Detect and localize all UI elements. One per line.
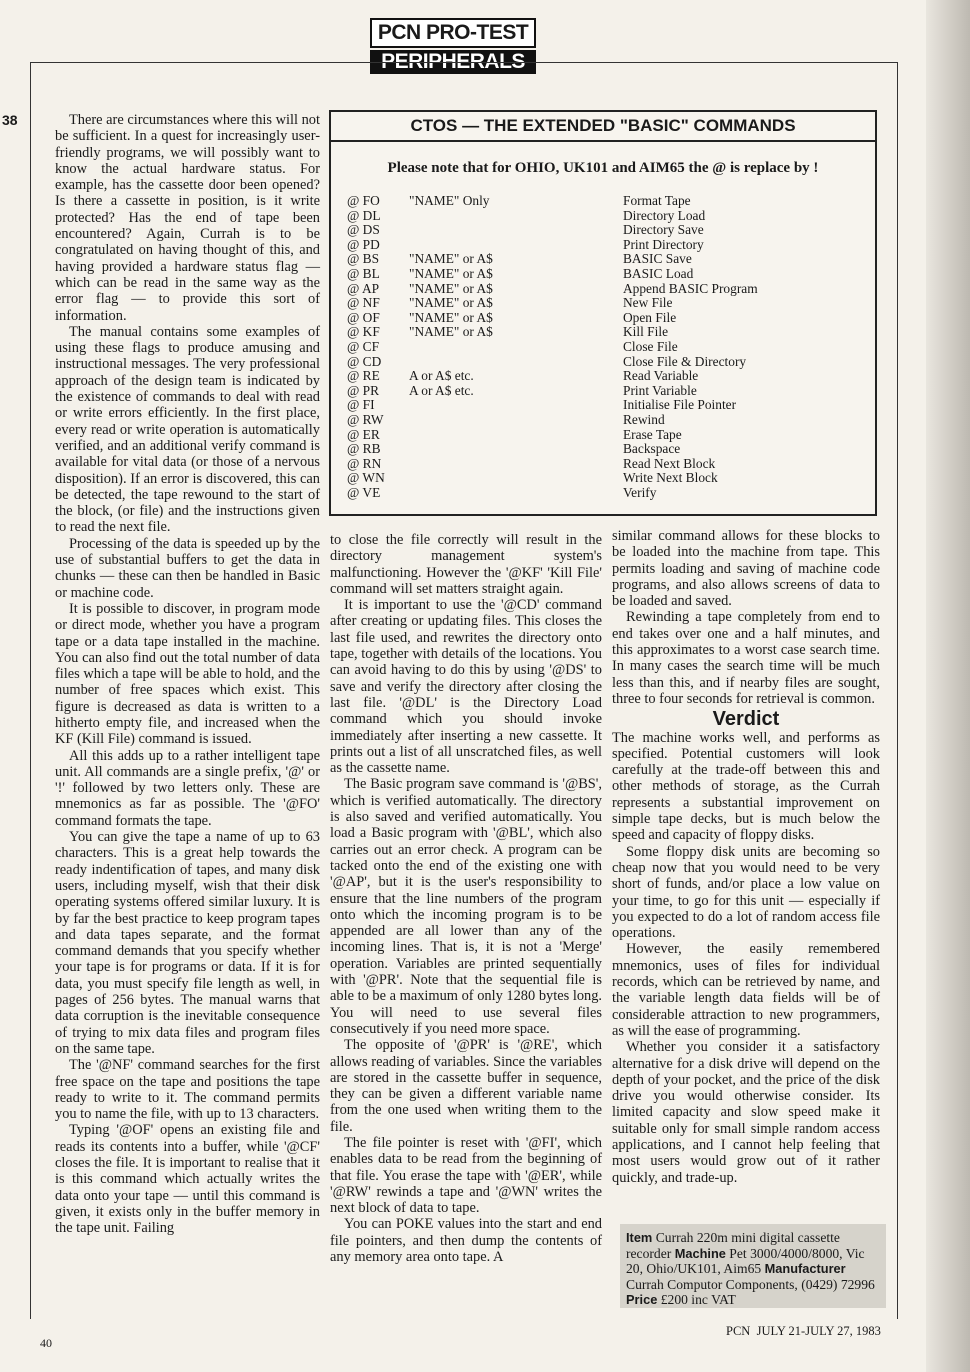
- command-code: @ FI: [347, 397, 375, 413]
- command-code: @ PR: [347, 382, 380, 398]
- page-edge-shadow: [926, 0, 970, 1372]
- command-code: @ FO: [347, 193, 380, 208]
- command-argument: A or A$ etc.: [409, 368, 474, 384]
- command-argument: A or A$ etc.: [409, 382, 474, 398]
- command-description: Close File & Directory: [623, 353, 747, 369]
- command-code: @ CD: [347, 353, 382, 369]
- paragraph: However, the easily remembered mnemonics, uses of files for individual records, which can be retrieved by name, and the variable length data fields will be of considerable attraction to new programmers, as will the ease of programming.: [612, 941, 880, 1039]
- paragraph: The manual contains some examples of using these flags to produce amusing and instructional messages. The very professional approach of the design team is indicated by the existence of commands to deal with read or write errors efficiently. In the first place, every read or write operation is automatically verified, and an additional verify command is available for vital data (or those of a nervous disposition). If an error is discovered, this can be detected, the tape rewound to the start of the block, (or file) and the instructions given to read the next file.: [55, 323, 320, 536]
- command-code: @ ER: [347, 426, 380, 442]
- command-description: BASIC Load: [623, 265, 694, 281]
- paragraph: The opposite of '@PR' is '@RE', which allows reading of variables. Since the variables are stored in the cassette buffer in sequence, they can be given a different variable name from the one used when writing them to the file.: [330, 1037, 602, 1135]
- command-description: Read Next Block: [623, 455, 716, 471]
- command-code: @ VE: [347, 484, 381, 500]
- price-value: £200 inc VAT: [660, 1292, 736, 1307]
- command-description: Verify: [623, 484, 657, 500]
- article-column-1: [55, 112, 320, 1236]
- paragraph: Some floppy disk units are becoming so cheap now that you would need to be very short of funds, and/or place a low value on your time, to go for this unit — especially if you expected to do a lot of random access file operations.: [612, 843, 880, 942]
- command-description: Append BASIC Program: [623, 280, 758, 296]
- command-description: Print Directory: [623, 236, 704, 252]
- paragraph: The Basic program save command is '@BS', which is verified automatically. The directory is also saved and verified automatically. You load a Basic program with '@BL', which also carries out an error check. A program can be tacked onto the end of the existing one with '@AP', but it is the user's responsibility to ensure that the line numbers of the program onto which the incoming program is to be appended are all lower than any of the incoming lines. That is, it is not a 'Merge' operation. Variables are printed sequentially with '@PR'. Note that the sequential file is able to be a maximum of only 1280 bytes long. You will need to use several files consecutively if you need more space.: [330, 776, 602, 1037]
- ctos-commands-box: [329, 110, 877, 516]
- command-argument: "NAME" or A$: [409, 251, 493, 267]
- manufacturer-value: Currah Computor Components, (0429) 72996: [626, 1276, 875, 1292]
- paragraph: Rewinding a tape completely from end to end takes over one and a half minutes, and this approximates to a worst case search time. In many cases the search time will be much less than this, and if nearby files are sought, three to four seconds for retrieval is common.: [612, 609, 880, 707]
- command-row: [347, 311, 865, 326]
- verdict-heading: Verdict: [712, 708, 780, 731]
- ctos-note: Please note that for OHIO, UK101 and AIM65 the @ is replace by !: [387, 160, 819, 176]
- command-code: @ BS: [347, 251, 380, 267]
- command-row: [347, 252, 865, 267]
- command-description: Directory Load: [623, 207, 706, 223]
- command-list: [347, 194, 865, 500]
- command-code: @ KF: [347, 324, 380, 340]
- command-row: [347, 471, 865, 486]
- paragraph: Processing of the data is speeded up by the use of substantial buffers to get the data in chunks — these can then be handled in Basic or machine code.: [55, 535, 320, 601]
- command-row: [347, 223, 865, 238]
- command-code: @ RE: [347, 368, 380, 384]
- command-code: @ BL: [347, 265, 380, 281]
- command-argument: "NAME" or A$: [409, 309, 493, 325]
- command-description: Format Tape: [623, 193, 691, 208]
- command-row: [347, 238, 865, 253]
- paragraph: All this adds up to a rather intelligent tape unit. All commands are a single prefix, '@' or '!' followed by two letters only. These are mnemonics as far as possible. The '@FO' command formats the tape.: [55, 747, 320, 829]
- paragraph: You can give the tape a name of up to 63 characters. This is a great help towards the ready indentification of tapes, and many disk users, including myself, wish that their disk operating systems offered similar luxury. It is by far the best practice to keep program tapes and data tapes separate, and the format command demands that you specify whether your tape is for programs or data. If it is for data, you must specify file length as well, in pages of 256 bytes. The manual warns that data corruption is the inevitable consequence of trying to mix data files and program files on the same tape.: [55, 829, 320, 1057]
- command-code: @ RB: [347, 441, 381, 457]
- paragraph: similar command allows for these blocks to be loaded into the machine from tape. This permits loading and saving of machine code programs, and also allows screens of data to be loaded and saved.: [612, 528, 880, 610]
- command-row: [347, 398, 865, 413]
- badge-title: PCN PRO-TEST: [370, 18, 536, 48]
- command-row: [347, 267, 865, 282]
- manufacturer-label: Manufacturer: [764, 1261, 846, 1276]
- item-label: Item: [626, 1230, 653, 1245]
- command-description: New File: [623, 295, 673, 311]
- footer-date: JULY 21-JULY 27, 1983: [756, 1324, 881, 1338]
- command-row: [347, 194, 865, 209]
- paragraph: The '@NF' command searches for the first free space on the tape and positions the tape ready to write to it. The command permits you to name the file, with up to 13 characters.: [55, 1057, 320, 1123]
- paragraph: The machine works well, and performs as specified. Potential customers will look carefully at the trade-off between this and other methods of storage, as the Currah represents a substantial improvement on simple tape decks, but is much below the speed and capacity of floppy disks.: [612, 729, 880, 844]
- command-argument: "NAME" or A$: [409, 265, 493, 281]
- command-description: Directory Save: [623, 222, 704, 238]
- command-row: [347, 325, 865, 340]
- article-column-3: [612, 528, 880, 1186]
- command-description: Erase Tape: [623, 426, 682, 442]
- command-description: Read Variable: [623, 368, 699, 384]
- command-description: Rewind: [623, 411, 665, 427]
- command-argument: "NAME" Only: [409, 193, 490, 208]
- paragraph: It is possible to discover, in program mode or direct mode, whether you have a program tape or a data tape installed in the machine. You can also find out the total number of data files which a tape will be able to hold, and the number of free spaces which exist. This figure is decreased as data is written to a hitherto empty file, and increased when the KF (Kill File) command is issued.: [55, 600, 320, 748]
- command-code: @ CF: [347, 338, 380, 354]
- price-label: Price: [626, 1292, 658, 1307]
- machine-label: Machine: [674, 1245, 726, 1261]
- command-row: [347, 384, 865, 399]
- article-column-2: [330, 532, 602, 1265]
- command-argument: "NAME" or A$: [409, 280, 493, 296]
- command-description: Print Variable: [623, 382, 697, 398]
- command-row: [347, 355, 865, 370]
- badge-subtitle: PERIPHERALS: [370, 50, 536, 74]
- command-code: @ DS: [347, 222, 380, 238]
- command-code: @ PD: [347, 236, 380, 252]
- command-description: Initialise File Pointer: [623, 397, 737, 413]
- command-code: @ WN: [347, 470, 385, 486]
- command-description: Kill File: [623, 324, 669, 340]
- command-description: Backspace: [623, 441, 681, 457]
- command-code: @ AP: [347, 280, 380, 296]
- paragraph: to close the file correctly will result in the directory management system's malfunctioning. However the '@KF' 'Kill File' command will set matters straight again.: [330, 532, 602, 597]
- item-value: Currah 220m mini digital cassette recorder: [626, 1230, 840, 1261]
- command-row: [347, 457, 865, 472]
- command-code: @ RW: [347, 411, 384, 427]
- command-row: [347, 209, 865, 224]
- command-description: Close File: [623, 338, 678, 354]
- command-row: [347, 428, 865, 443]
- command-row: [347, 282, 865, 297]
- command-code: @ OF: [347, 309, 380, 325]
- command-description: Write Next Block: [623, 470, 718, 486]
- footer-publication-date: [726, 1324, 881, 1339]
- footer-publication: PCN: [726, 1324, 751, 1338]
- side-page-number: 38: [2, 112, 18, 128]
- command-description: BASIC Save: [623, 251, 692, 267]
- ctos-title: CTOS — THE EXTENDED "BASIC" COMMANDS: [331, 112, 875, 142]
- paragraph: There are circumstances where this will not be sufficient. In a quest for increasingly user-friendly programs, we will possibly want to know the actual hardware status. For example, has the cassette door been opened? Is there a cassette in position, is it write protected? Has the end of tape been encountered? Again, Currah is to be congratulated on having thought of this, and having provided a hardware status flag — which can be read in the same way as the error flag — to provide this sort of information.: [55, 112, 320, 324]
- paragraph: It is important to use the '@CD' command after creating or updating files. This closes the last file used, and rewrites the directory onto tape, together with details of the locations. You can avoid having to do this by using '@DS' to save and verify the directory after closing the last file. '@DL' is the Directory Load command which you should invoke immediately after inserting a new cassette. It prints out a list of all unscratched files, as well as the cassette name.: [330, 597, 602, 777]
- command-row: [347, 296, 865, 311]
- product-info-box: [620, 1224, 886, 1308]
- command-argument: "NAME" or A$: [409, 295, 493, 311]
- command-description: Open File: [623, 309, 677, 325]
- command-row: [347, 369, 865, 384]
- machine-value: Pet 3000/4000/8000, Vic 20, Ohio/UK101, Aim65: [626, 1245, 865, 1276]
- paragraph: Typing '@OF' opens an existing file and reads its contents into a buffer, while '@CF' closes the file. It is important to realise that it is this command which actually writes the data onto your tape — until this command is given, it exists only in the buffer memory in the tape unit. Failing: [55, 1122, 320, 1237]
- command-row: [347, 486, 865, 501]
- paragraph: The file pointer is reset with '@FI', which enables data to be read from the beginning of that file. You erase the tape with '@ER', while '@RW' rewinds a tape and '@WN' writes the next block of data to tape.: [330, 1134, 602, 1217]
- footer-page-number: 40: [40, 1336, 52, 1350]
- paragraph: Whether you consider it a satisfactory alternative for a disk drive will depend on the depth of your pocket, and the price of the disk drive you would otherwise consider. Its limited capacity and slow speed make it suitable only for small simple random access applications, and I cannot help feeling that most users would grow out of it rather quickly, and trade-up.: [612, 1039, 880, 1186]
- command-argument: "NAME" or A$: [409, 324, 493, 340]
- command-code: @ NF: [347, 295, 380, 311]
- command-code: @ DL: [347, 207, 381, 223]
- command-code: @ RN: [347, 455, 382, 471]
- command-row: [347, 413, 865, 428]
- command-row: [347, 442, 865, 457]
- command-row: [347, 340, 865, 355]
- paragraph: You can POKE values into the start and end file pointers, and then dump the contents of any memory area onto tape. A: [330, 1216, 602, 1266]
